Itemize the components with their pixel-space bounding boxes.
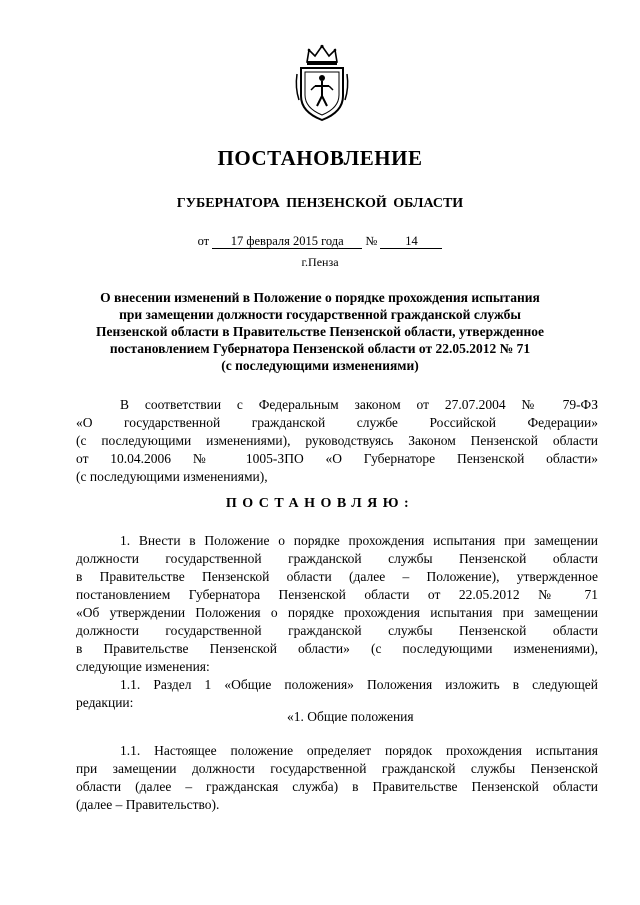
city-name: г.Пенза	[301, 255, 339, 269]
date-number-line	[0, 234, 640, 249]
heading-line: при замещении должности государственной гражданской службы	[119, 307, 521, 322]
document-title: ПОСТАНОВЛЕНИЕ	[217, 146, 423, 170]
preamble-line: «О государственной гражданской службе Российской Федерации»	[76, 415, 598, 430]
sub11-line: при замещении должности государственной гражданской службы Пензенской	[76, 761, 598, 776]
preamble-line: (с последующими изменениями),	[76, 469, 268, 484]
item1-line: должности государственной гражданской службы Пензенской области	[76, 551, 598, 566]
item1-line: в Правительстве Пензенской области» (с последующими изменениями),	[76, 641, 598, 656]
issuer-subtitle: ГУБЕРНАТОРА ПЕНЗЕНСКОЙ ОБЛАСТИ	[176, 196, 464, 211]
resolve-heading: ПОСТАНОВЛЯЮ:	[225, 496, 415, 511]
item1-line: следующие изменения:	[76, 659, 210, 674]
item11-line: 1.1. Раздел 1 «Общие положения» Положения изложить в следующей	[120, 677, 598, 692]
heading-line: О внесении изменений в Положение о порядке прохождения испытания	[100, 290, 540, 305]
section-title: «1. Общие положения	[287, 709, 414, 724]
item1-line: «Об утверждении Положения о порядке прохождения испытания при замещении	[76, 605, 598, 620]
heading-line: постановлением Губернатора Пензенской области от 22.05.2012 № 71	[109, 341, 531, 356]
sub11-line: (далее – Правительство).	[76, 797, 220, 812]
item1-line: должности государственной гражданской службы Пензенской области	[76, 623, 598, 638]
heading-line: Пензенской области в Правительстве Пензенской области, утвержденное	[95, 324, 545, 339]
item1-line: постановлением Губернатора Пензенской области от 22.05.2012 № 71	[76, 587, 598, 602]
sub11-line: области (далее – гражданская служба) в Правительстве Пензенской области	[76, 779, 598, 794]
date-value: 17 февраля 2015 года	[212, 235, 362, 249]
preamble-line: В соответствии с Федеральным законом от 27.07.2004 № 79-ФЗ	[120, 397, 598, 412]
document-heading	[0, 289, 640, 374]
coat-of-arms-emblem	[293, 44, 351, 122]
sub11-line: 1.1. Настоящее положение определяет порядок прохождения испытания	[120, 743, 598, 758]
heading-line: (с последующими изменениями)	[221, 358, 419, 373]
preamble-line: от 10.04.2006 № 1005-ЗПО «О Губернаторе Пензенской области»	[76, 451, 598, 466]
item1-line: в Правительстве Пензенской области (далее – Положение), утвержденное	[76, 569, 598, 584]
item1-line: 1. Внести в Положение о порядке прохождения испытания при замещении	[120, 533, 598, 548]
item11-line: редакции:	[76, 695, 134, 710]
number-value: 14	[380, 235, 442, 249]
date-prefix: от	[197, 234, 210, 248]
number-sign: №	[365, 234, 378, 248]
preamble-line: (с последующими изменениями), руководствуясь Законом Пензенской области	[76, 433, 598, 448]
